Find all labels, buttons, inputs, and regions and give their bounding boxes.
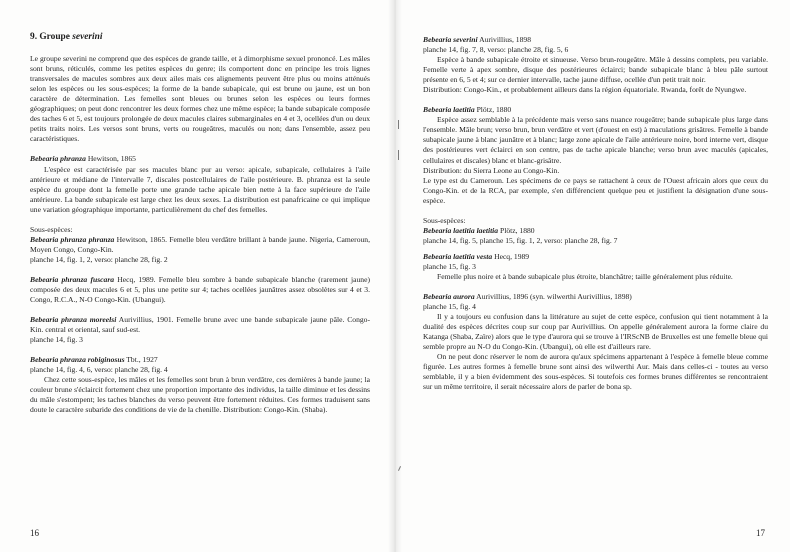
plate-reference: planche 14, fig. 3 xyxy=(30,335,83,345)
right-column xyxy=(423,35,768,393)
subspecies-heading: Bebearia laetitia vesta Hecq, 1989 xyxy=(423,251,530,261)
plate-reference: planche 14, fig. 7, 8, verso: planche 28, fig. 5, 6 xyxy=(423,45,569,55)
species-heading: Bebearia laetitia Plötz, 1880 xyxy=(423,105,512,115)
species-description: Espèce à bande subapicale étroite et sinueuse. Verso brun-rougeâtre. Mâle à dessins complets, peu variable. Femelle verte à apex sombre, disque des postérieures éclairci; bande subapicale blanc à bleu pâle surtout présente en 6, 5 et 4; sur ce dernier intervalle, tache jaune diffuse, ocellée d'un petit trait noir. xyxy=(423,55,768,85)
section-title-em: severini xyxy=(72,32,103,42)
pencil-mark xyxy=(398,150,399,160)
intro-paragraph: Le groupe severini ne comprend que des espèces de grande taille, et à dimorphisme sexuel prononcé. Les mâles sont bruns, réticulés, comme les petites espèces du genre; ils comportent donc en principe les trois lignes transversales de macules sombres aux deux ailes mais ces alignements peuvent être plus ou moins atténués selon les espèces ou les sous-espèces; la forme de la bande subapicale, qui est brune ou jaune, est un bon caractère de détermination. Les femelles sont bleues ou brunes selon les espèces ou leurs formes géographiques; on peut donc rencontrer les deux formes chez une même espèce; la bande subapicale composée des taches 6 et 5, est toujours prolongée de deux macules claires submarginales en 4 et 3, ocellées d'un ou deux petits traits noirs. Les versos sont bruns, verts ou rougeâtres, maculés ou non; dans l'ensemble, assez peu caractéristiques. xyxy=(30,54,370,144)
distribution: Distribution: du Sierra Leone au Congo-Kin. xyxy=(423,165,560,175)
subspecies-label: Sous-espèces: xyxy=(423,215,466,225)
plate-reference: planche 15, fig. 3 xyxy=(423,261,476,271)
subspecies-description: Chez cette sous-espèce, les mâles et les femelles sont brun à brun verdâtre, ces dernières à bande jaune; la couleur brune s'éclaircit fortement chez une proportion importante des individus, la taille diminue et les dessins du mâle s'estompent; les taches blanches du verso peuvent être fortement réduites. Ces formes traduisent sans doute le caractère subaride des conditions de vie de la chenille. Distribution: Congo-Kin. (Shaba). xyxy=(30,375,370,415)
type-note: Le type est du Cameroun. Les spécimens de ce pays se rattachent à ceux de l'Ouest africain alors que ceux du Congo-Kin. et de la RCA, par exemple, s'en différencient quelque peu et justifient la désignation d'une sous-espèce. xyxy=(423,175,768,205)
plate-reference: planche 14, fig. 4, 6, verso: planche 28, fig. 4 xyxy=(30,365,168,375)
subspecies-entry: Bebearia phranza moreelsi Aurivillius, 1901. Femelle brune avec une bande subapicale jaune pâle. Congo-Kin. central et oriental, sauf sud-est. xyxy=(30,315,370,335)
subspecies-heading: Bebearia phranza robiginosus Tbt., 1927 xyxy=(30,355,158,365)
distribution: Distribution: Congo-Kin., et probablement ailleurs dans la région équatoriale. Rwanda, forêt de Nyungwe. xyxy=(423,85,747,95)
pencil-mark xyxy=(398,120,399,129)
subspecies-entry: Bebearia phranza phranza Hewitson, 1865. Femelle bleu verdâtre brillant à bande jaune. Nigeria, Cameroun, Moyen Congo, Congo-Kin. xyxy=(30,234,370,254)
plate-reference: planche 14, fig. 1, 2, verso: planche 28, fig. 2 xyxy=(30,254,168,264)
species-heading: Bebearia phranza Hewitson, 1865 xyxy=(30,154,136,164)
page-number-left: 16 xyxy=(30,528,39,538)
subspecies-label: Sous-espèces: xyxy=(30,224,73,234)
plate-reference: planche 14, fig. 5, planche 15, fig. 1, 2, verso: planche 28, fig. 7 xyxy=(423,235,618,245)
species-description: On ne peut donc réserver le nom de aurora qu'aux spécimens appartenant à l'espèce à femelle bleue comme figurée. Les autres formes à femelle brune sont ainsi des wilwerthi Aur. Mais dans celles-ci - toutes au verso semblable, il y a bien évidemment des sous-espèces. Si toutefois ces formes brunes différentes se rencontraient sur un même territoire, il serait nécessaire alors de parler de bona sp. xyxy=(423,352,768,392)
plate-reference: planche 15, fig. 4 xyxy=(423,302,476,312)
species-description: L'espèce est caractérisée par ses macules blanc pur au verso: apicale, subapicale, cellulaires à l'aile antérieure et médiane de l'intervalle 7, discales postcellulaires de l'aile postérieure. B. phranza est la seule espèce du groupe dont la femelle porte une grande tache apicale bien nette à la face supérieure de l'aile antérieure. La bande subapicale est large chez les deux sexes. La distribution est panafricaine ce qui implique une variation géographique importante, particulièrement du chef des femelles. xyxy=(30,164,370,214)
species-heading: Bebearia aurora Aurivillius, 1896 (syn. wilwerthi Aurivillius, 1898) xyxy=(423,292,632,302)
left-column xyxy=(30,32,370,416)
species-description: Il y a toujours eu confusion dans la littérature au sujet de cette espèce, confusion qui tient notamment à la dualité des espèces décrites coup sur coup par Aurivillius. On appelle généralement aurora la forme claire du Katanga (Shaba, Zaïre) alors que le type d'aurora qui se trouve à l'IRScNB de Bruxelles est une femelle bleue qui semble propre au N-O du Congo-Kin. (Ubangui), où elle est d'ailleurs rare. xyxy=(423,312,768,352)
page-number-right: 17 xyxy=(756,528,765,538)
subspecies-heading: Bebearia laetitia laetitia Plötz, 1880 xyxy=(423,225,535,235)
book-gutter xyxy=(388,0,402,552)
species-description: Espèce assez semblable à la précédente mais verso sans nuance rougeâtre; bande subapicale plus large dans l'ensemble. Mâle brun; verso brun, brun verdâtre et vert (d'ouest en est) à maculations grisâtres. Femelle à bande subapicale jaune à blanc jaunâtre et à blanc; large zone apicale de l'aile antérieure noire, bord interne vert, disque des postérieures vert éclairci en son centre, pas de tache apicale blanche; verso brun avec maculés (apicales, cellulaires et discales) blanc et blanc-grisâtre. xyxy=(423,115,768,165)
species-heading: Bebearia severini Aurivillius, 1898 xyxy=(423,35,531,44)
section-title: 9. Groupe severini xyxy=(30,32,103,42)
subspecies-description: Femelle plus noire et à bande subapicale plus étroite, blanchâtre; taille généralement plus réduite. xyxy=(437,271,733,281)
subspecies-entry: Bebearia phranza fuscara Hecq, 1989. Femelle bleu sombre à bande subapicale blanche (rarement jaune) composée des deux macules 6 et 5, plus une petite sur 4; taches ocellées jaunâtres assez obsolètes sur 4 et 3. Congo, R.C.A., N-O Congo-Kin. (Ubangui). xyxy=(30,274,370,305)
